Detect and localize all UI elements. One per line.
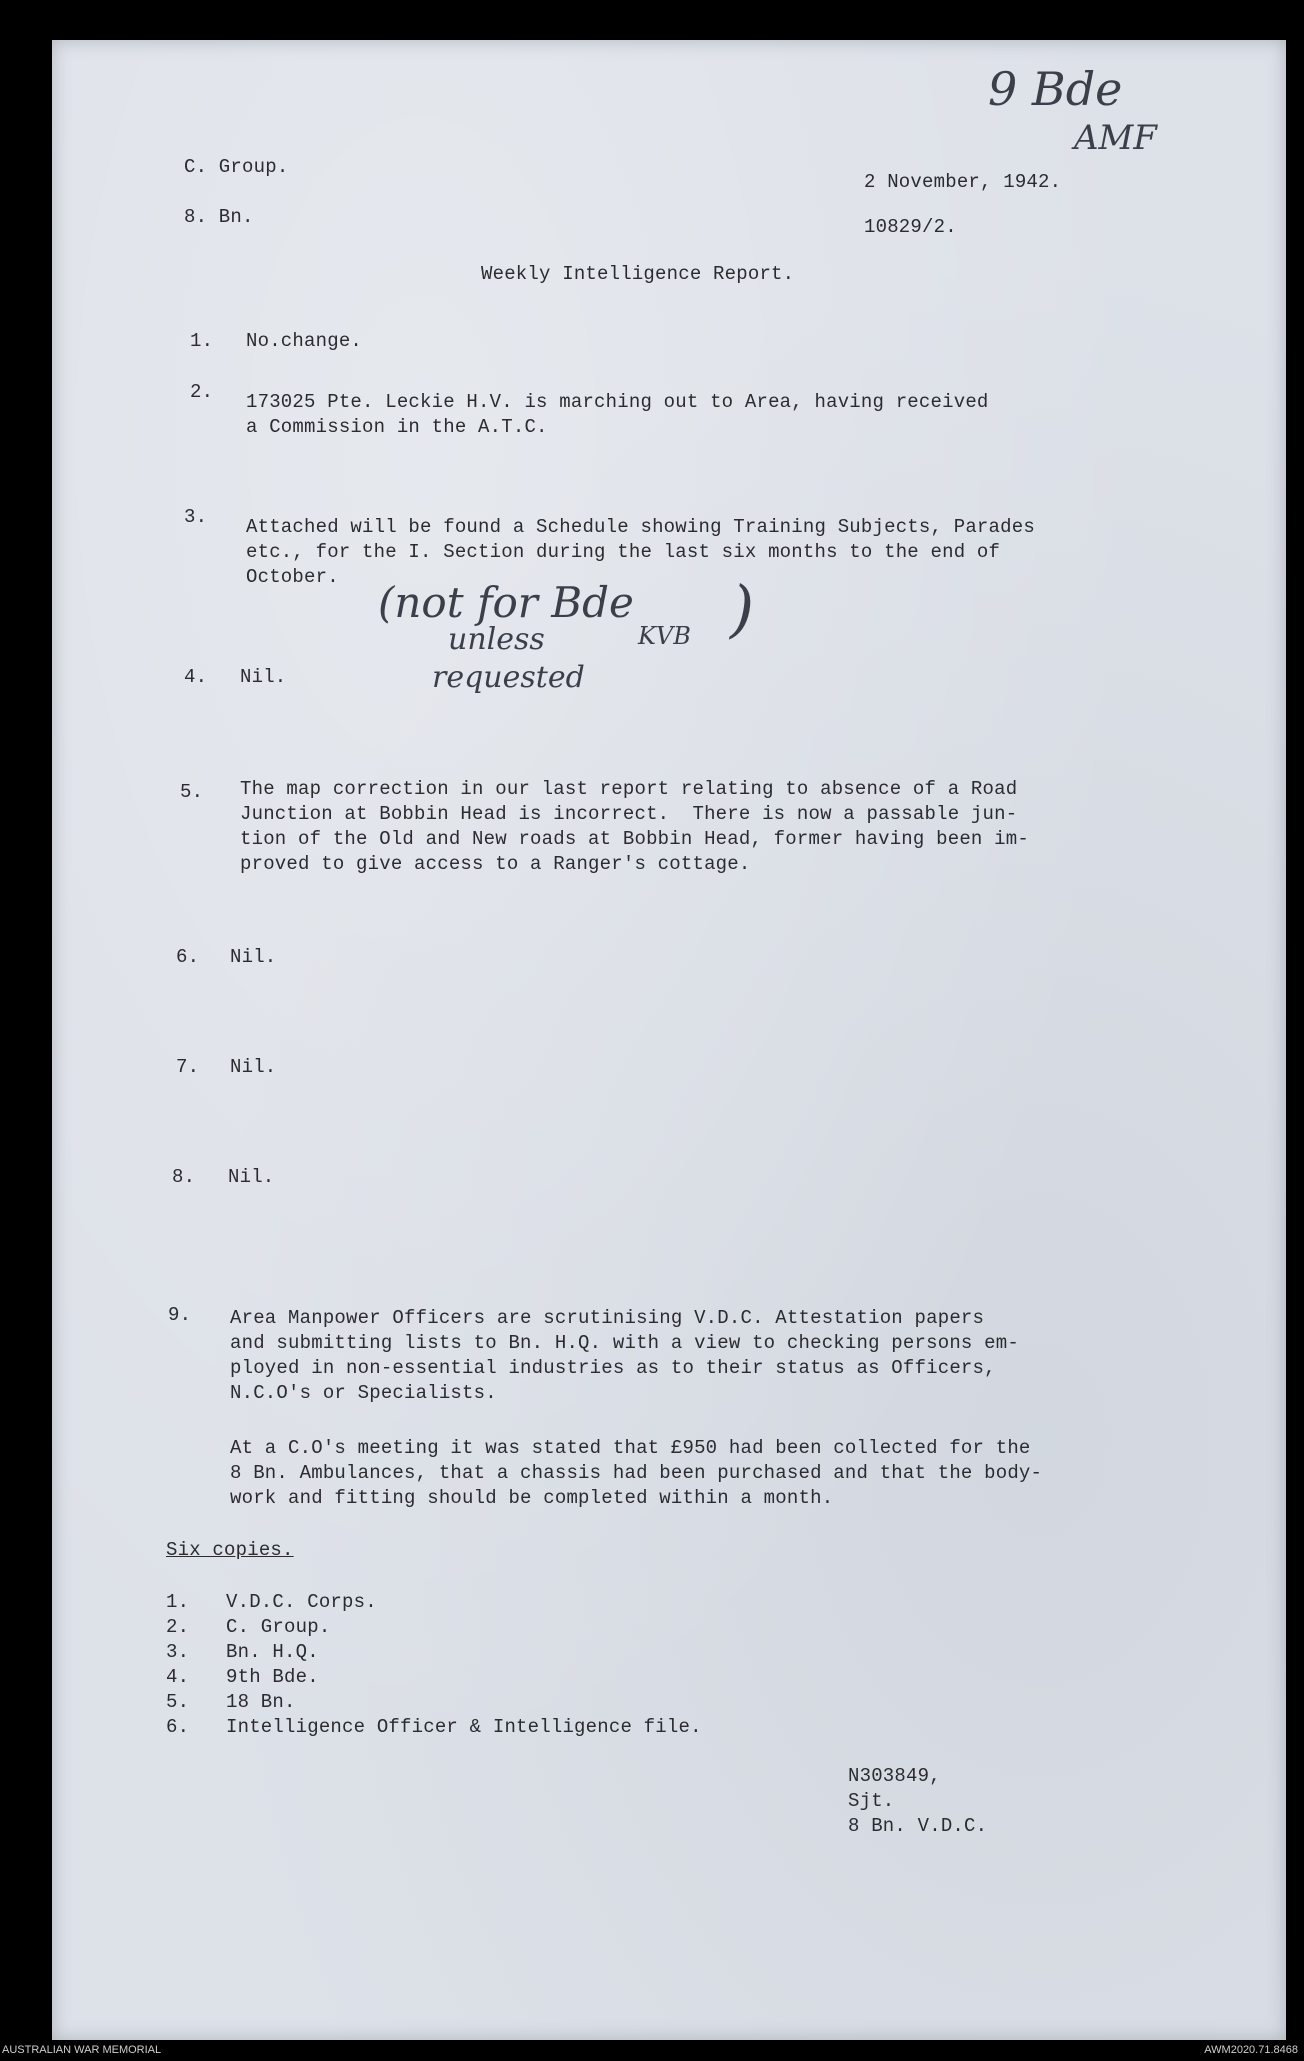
distribution-number: 5. [166, 1691, 190, 1713]
handwritten-initials: KVB [638, 622, 691, 650]
distribution-number: 1. [166, 1591, 190, 1613]
item-number: 9. [168, 1304, 192, 1326]
item-text: Junction at Bobbin Head is incorrect. There is now a passable jun- [240, 803, 1018, 825]
distribution-number: 6. [166, 1716, 190, 1738]
distribution-number: 4. [166, 1666, 190, 1688]
item-number: 8. [172, 1166, 196, 1188]
item-text: and submitting lists to Bn. H.Q. with a view to checking persons em- [230, 1332, 1019, 1354]
item-number: 6. [176, 946, 200, 968]
distribution-entry: C. Group. [226, 1616, 331, 1638]
item-text: October. [246, 566, 339, 588]
paragraph-text: 8 Bn. Ambulances, that a chassis had been purchased and that the body- [230, 1462, 1043, 1484]
footer-accession-number: AWM2020.71.8468 [1204, 2044, 1298, 2056]
item-text: ployed in non-essential industries as to their status as Officers, [230, 1357, 996, 1379]
item-number: 4. [184, 666, 208, 688]
paragraph-text: work and fitting should be completed within a month. [230, 1487, 834, 1509]
paper-sheet [52, 40, 1286, 2040]
distribution-entry: 18 Bn. [226, 1691, 296, 1713]
item-text: Nil. [240, 666, 287, 688]
item-text: Nil. [228, 1166, 275, 1188]
handwritten-requested: requested [432, 660, 585, 695]
report-title: Weekly Intelligence Report. [481, 263, 795, 285]
item-number: 3. [184, 506, 208, 528]
item-text: proved to give access to a Ranger's cottage. [240, 853, 751, 875]
handwritten-amf-note: AMF [1074, 118, 1157, 158]
signature-service-number: N303849, [848, 1765, 941, 1787]
distribution-heading: Six copies. [166, 1539, 294, 1561]
distribution-entry: Bn. H.Q. [226, 1641, 319, 1663]
distribution-entry: V.D.C. Corps. [226, 1591, 377, 1613]
handwritten-unless: unless [448, 622, 545, 657]
header-date: 2 November, 1942. [864, 171, 1062, 193]
item-text: The map correction in our last report relating to absence of a Road [240, 778, 1018, 800]
handwritten-not-for-bde: (not for Bde [378, 578, 634, 627]
distribution-number: 3. [166, 1641, 190, 1663]
item-text: tion of the Old and New roads at Bobbin Head, former having been im- [240, 828, 1029, 850]
paragraph-text: At a C.O's meeting it was stated that £950 had been collected for the [230, 1437, 1031, 1459]
handwritten-close-paren: ) [730, 572, 755, 645]
item-text: Nil. [230, 1056, 277, 1078]
item-number: 1. [190, 330, 214, 352]
signature-rank: Sjt. [848, 1790, 895, 1812]
item-text: 173025 Pte. Leckie H.V. is marching out to Area, having received [246, 391, 989, 413]
distribution-entry: Intelligence Officer & Intelligence file. [226, 1716, 702, 1738]
item-number: 7. [176, 1056, 200, 1078]
item-text: etc., for the I. Section during the last six months to the end of [246, 541, 1001, 563]
header-bn: 8. Bn. [184, 206, 254, 228]
distribution-entry: 9th Bde. [226, 1666, 319, 1688]
item-text: a Commission in the A.T.C. [246, 416, 548, 438]
item-text: Nil. [230, 946, 277, 968]
item-number: 2. [190, 381, 214, 403]
item-text: Attached will be found a Schedule showing Training Subjects, Parades [246, 516, 1035, 538]
distribution-number: 2. [166, 1616, 190, 1638]
handwritten-bde-note: 9 Bde [988, 62, 1123, 116]
footer-institution: AUSTRALIAN WAR MEMORIAL [2, 2044, 162, 2056]
item-text: Area Manpower Officers are scrutinising V.D.C. Attestation papers [230, 1307, 985, 1329]
header-reference: 10829/2. [864, 216, 957, 238]
signature-unit: 8 Bn. V.D.C. [848, 1815, 988, 1837]
item-text: No.change. [246, 330, 363, 352]
item-number: 5. [180, 781, 204, 803]
item-text: N.C.O's or Specialists. [230, 1382, 497, 1404]
header-group: C. Group. [184, 156, 289, 178]
